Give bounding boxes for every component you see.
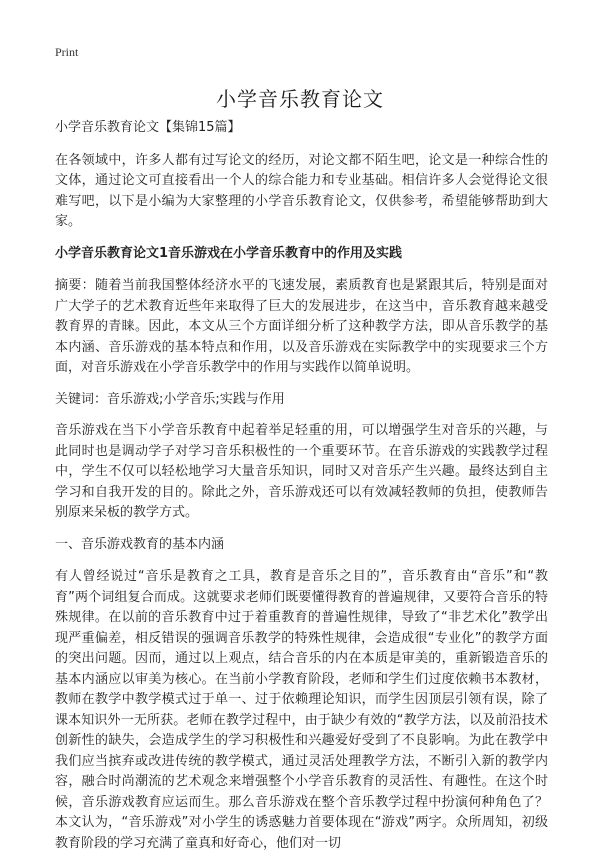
article-subtitle: 小学音乐教育论文【集锦15篇】: [55, 120, 241, 135]
keywords-line: 关键词：音乐游戏;小学音乐;实践与作用: [55, 391, 285, 407]
body-paragraph: 音乐游戏在当下小学音乐教育中起着举足轻重的用，可以增强学生对音乐的兴趣，与此同时也是调动学子对学习音乐积极性的一个重要环节。在音乐游戏的实践教学过程中，学生不仅可以轻松地学习大量音乐知识，同时又对音乐产生兴趣。最终达到自主学习和自我开发的目的。除此之外，音乐游戏还可以有效减轻教师的负担，使教师告别原来呆板的教学方式。: [55, 423, 548, 520]
abstract-paragraph: 摘要：随着当前我国整体经济水平的飞速发展，素质教育也是紧跟其后，特别是面对广大学子的艺术教育近些年来取得了巨大的发展进步，在这当中，音乐教育越来越受教育界的青睐。因此，本文从三个方面详细分析了这种教学方法，即从音乐教学的基本内涵、音乐游戏的基本特点和作用，以及音乐游戏在实际教学中的实现要求三个方面，对音乐游戏在小学音乐教学中的作用与实践作以简单说明。: [55, 278, 548, 375]
intro-paragraph: 在各领域中，许多人都有过写论文的经历，对论文都不陌生吧，论文是一种综合性的文体，通过论文可直接看出一个人的综合能力和专业基础。相信许多人会觉得论文很难写吧，以下是小编为大家整理的小学音乐教育论文，仅供参考，希望能够帮助到大家。: [55, 152, 548, 229]
page-title: 小学音乐教育论文: [216, 87, 384, 111]
body-paragraph: 有人曾经说过“音乐是教育之工具，教育是音乐之目的”，音乐教育由“音乐”和“教育”两个词组复合而成。这就要求老师们既要懂得教育的普遍规律，又要符合音乐的特殊规律。在以前的音乐教育中过于着重教育的普遍性规律，导致了“非艺术化”教学出现严重偏差，相反错误的强调音乐教学的特殊性规律，会造成很“专业化”的教学方面的突出问题。因而，通过以上观点，结合音乐的内在本质是审美的，重新锻造音乐的基本内涵应以审美为核心。在当前小学教育阶段，老师和学生们过度依赖书本教材，教师在教学中教学模式过于单一、过于依赖理论知识，而学生因顶层引领有误，除了课本知识外一无所获。老师在教学过程中，由于缺少有效的“教学方法，以及前沿技术创新性的缺失，会造成学生的学习积极性和兴趣爱好受到了不良影响。为此在教学中我们应当摈弃或改进传统的教学模式，通过灵活处理教学方法，不断引入新的教学内容，融合时尚潮流的艺术观念来增强整个小学音乐教育的灵活性、有趣性。在这个时候，音乐游戏教育应运而生。那么音乐游戏在整个音乐教学过程中扮演何种角色了？本文认为，“音乐游戏”对小学生的诱惑魅力首要体现在“游戏”两字。众所周知，初级教育阶段的学习充满了童真和好奇心，他们对一切: [55, 569, 548, 851]
print-link[interactable]: Print: [55, 45, 79, 59]
subsection-heading: 一、音乐游戏教育的基本内涵: [55, 536, 225, 552]
section-heading: 小学音乐教育论文1音乐游戏在小学音乐教育中的作用及实践: [55, 245, 403, 261]
article-body: [55, 118, 548, 865]
